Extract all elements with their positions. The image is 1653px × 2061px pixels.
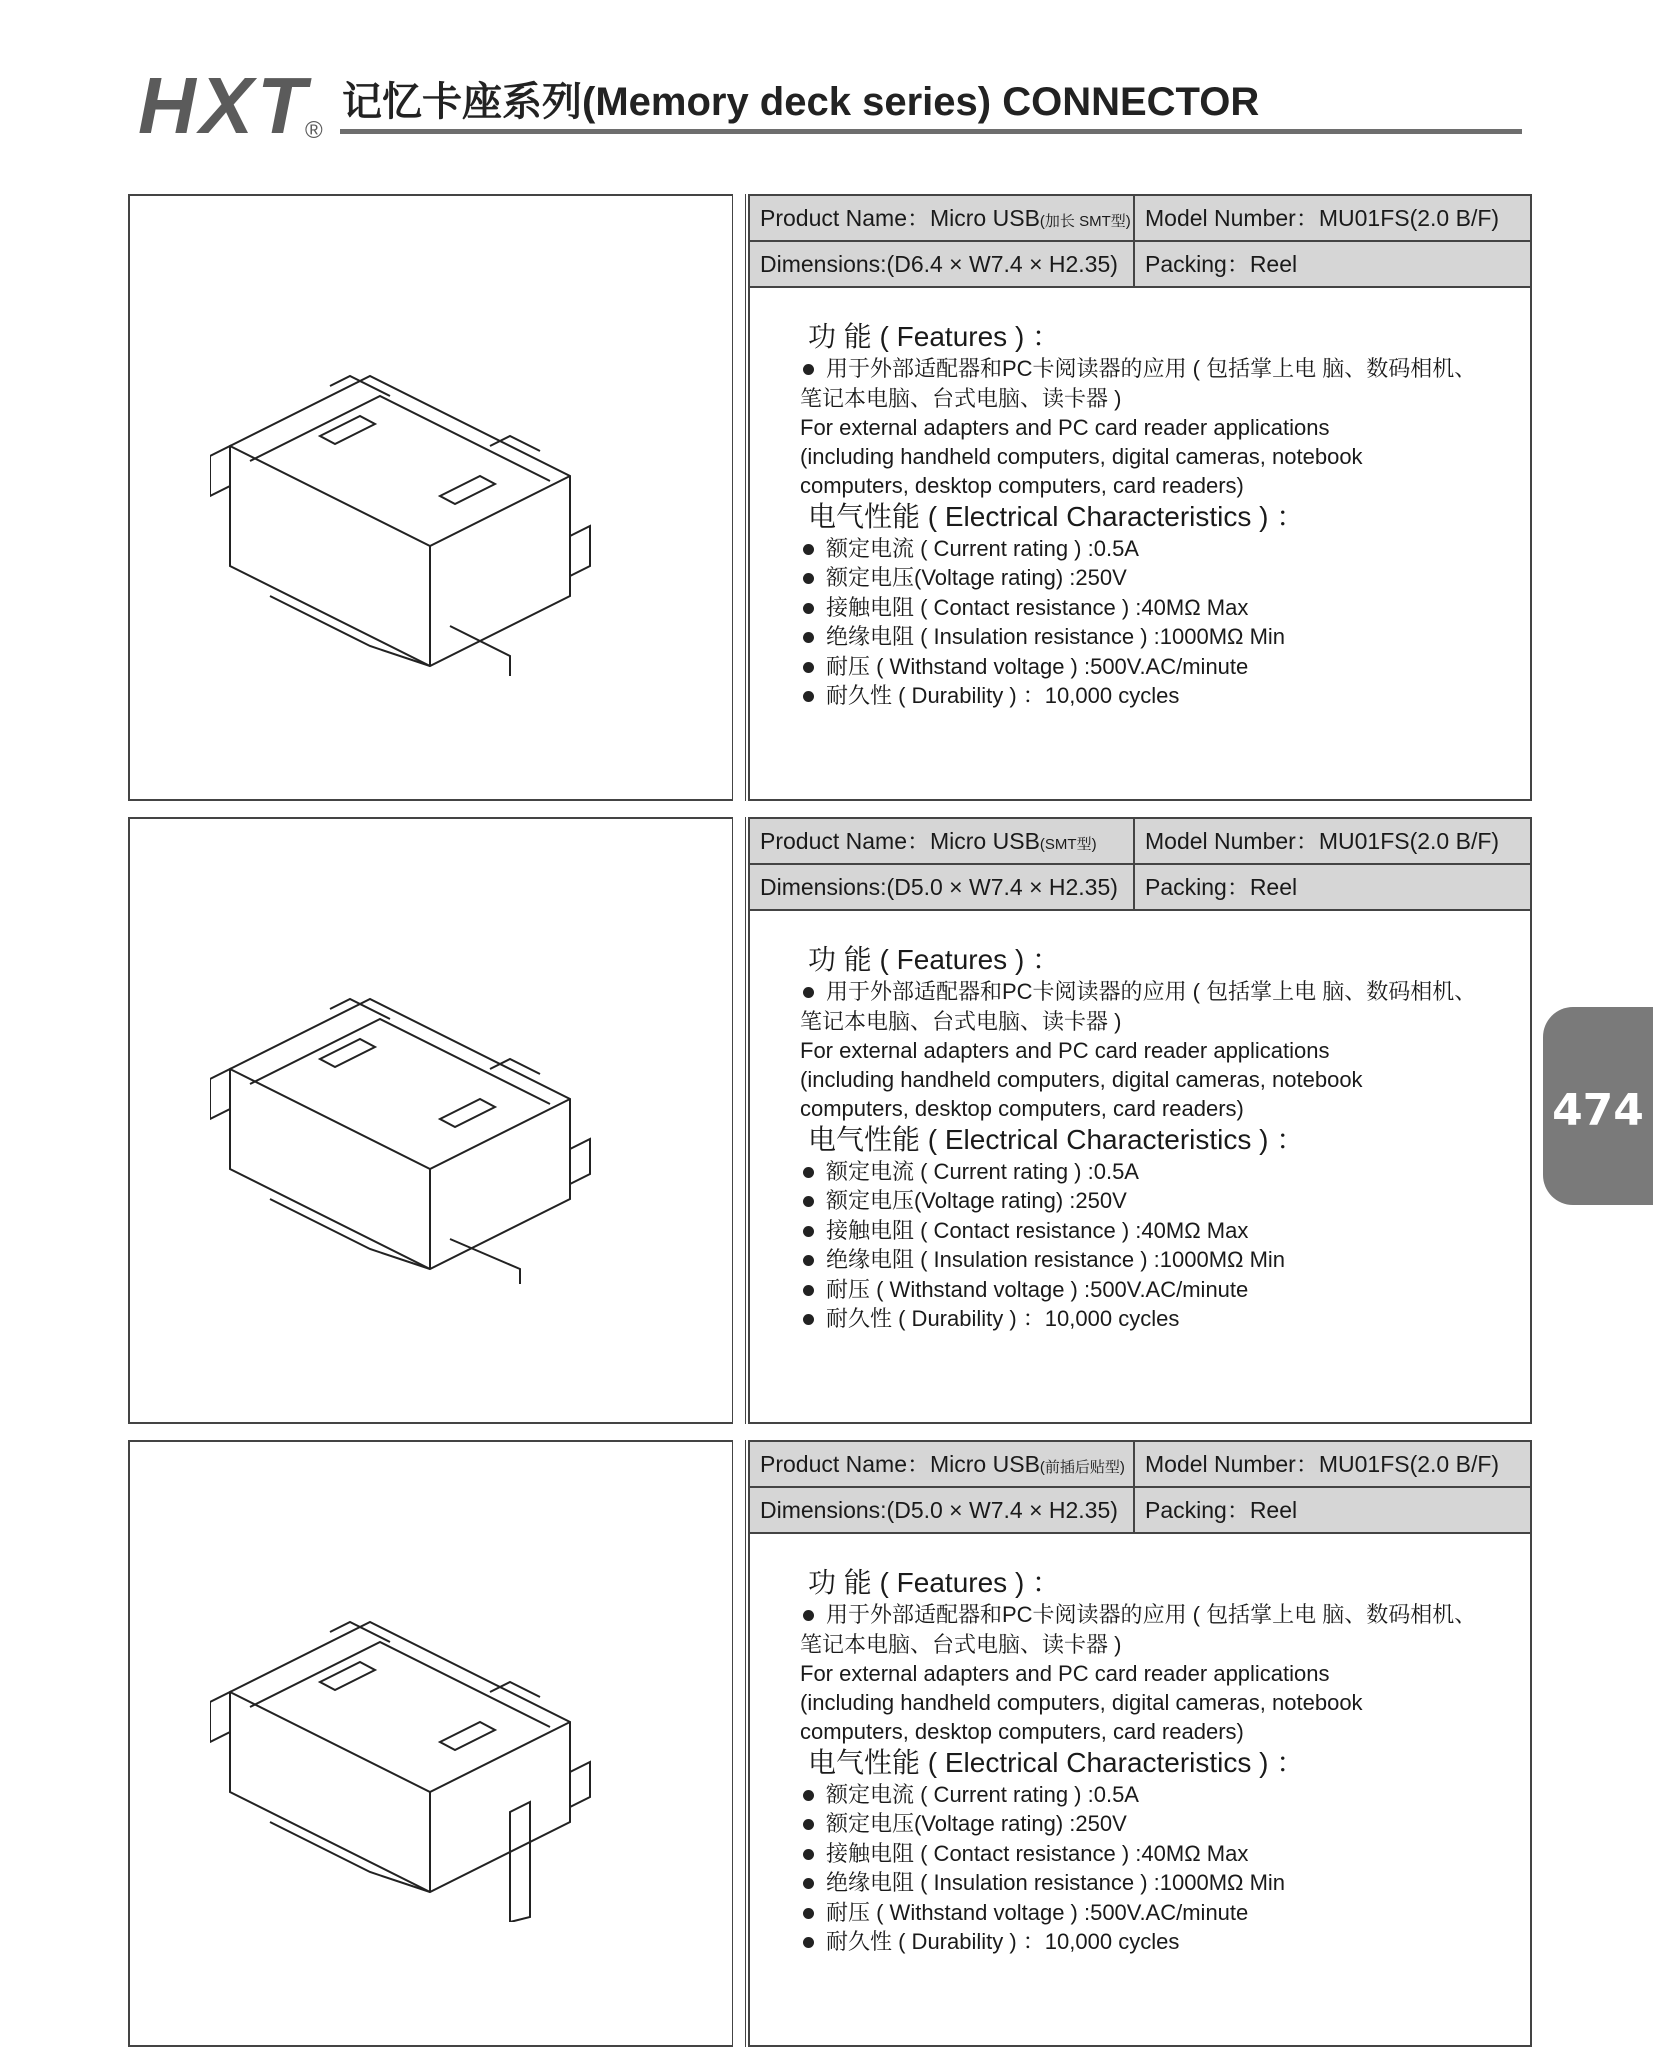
spec-row-name: [750, 1442, 1530, 1488]
column-separator: [732, 817, 746, 1424]
product-image-cell: [128, 1440, 735, 2047]
product-description: [800, 320, 1520, 711]
connector-drawing: [210, 336, 670, 676]
product-block: [128, 194, 1530, 799]
packing: Packing：Reel: [1145, 1497, 1298, 1523]
features-en-line: For external adapters and PC card reader applications: [800, 1660, 1330, 1686]
electrical-title: 电气性能 ( Electrical Characteristics ) ：: [808, 1746, 1305, 1778]
features-cn-line: 笔记本电脑、台式电脑、读卡器 ): [800, 1008, 1122, 1034]
dimensions: Dimensions:(D5.0 × W7.4 × H2.35): [750, 1488, 1135, 1532]
model-number: Model Number：MU01FS(2.0 B/F): [1145, 828, 1500, 854]
spec-table: [750, 196, 1530, 288]
spec-withstand-voltage: 耐压 ( Withstand voltage ) :500V.AC/minute: [800, 1898, 1520, 1928]
spec-row-name: [750, 819, 1530, 865]
spec-row-name: [750, 196, 1530, 242]
features-en-line: (including handheld computers, digital cameras, notebook: [800, 1689, 1363, 1715]
spec-current: 额定电流 ( Current rating ) :0.5A: [800, 1157, 1520, 1187]
electrical-title: 电气性能 ( Electrical Characteristics ) ：: [808, 1123, 1305, 1155]
spec-row-dimensions: [750, 242, 1530, 288]
connector-drawing: [210, 959, 670, 1299]
features-en-line: (including handheld computers, digital cameras, notebook: [800, 1066, 1363, 1092]
spec-table: [750, 819, 1530, 911]
product-description: [800, 1566, 1520, 1957]
electrical-title: 电气性能 ( Electrical Characteristics ) ：: [808, 500, 1305, 532]
page-number: 474: [1552, 1085, 1644, 1136]
features-title: 功 能 ( Features ) ：: [808, 944, 1061, 975]
product-info-cell: [748, 817, 1532, 1424]
product-name: Product Name：Micro USB(加长 SMT型): [750, 196, 1135, 240]
features-en-line: (including handheld computers, digital cameras, notebook: [800, 443, 1363, 469]
header-rule: [340, 129, 1522, 134]
features-cn-line: 笔记本电脑、台式电脑、读卡器 ): [800, 385, 1122, 411]
product-info-cell: [748, 194, 1532, 801]
spec-voltage: 额定电压(Voltage rating) :250V: [800, 1186, 1520, 1216]
features-cn-line: 笔记本电脑、台式电脑、读卡器 ): [800, 1631, 1122, 1657]
packing: Packing：Reel: [1145, 251, 1298, 277]
spec-current: 额定电流 ( Current rating ) :0.5A: [800, 534, 1520, 564]
spec-withstand-voltage: 耐压 ( Withstand voltage ) :500V.AC/minute: [800, 652, 1520, 682]
spec-durability: 耐久性 ( Durability ) ：10,000 cycles: [800, 681, 1520, 711]
spec-insulation-resistance: 绝缘电阻 ( Insulation resistance ) :1000MΩ Min: [800, 622, 1520, 652]
spec-row-dimensions: [750, 865, 1530, 911]
product-name: Product Name：Micro USB(SMT型): [750, 819, 1135, 863]
product-block: [128, 817, 1530, 1422]
spec-current: 额定电流 ( Current rating ) :0.5A: [800, 1780, 1520, 1810]
features-cn-line: 用于外部适配器和PC卡阅读器的应用 ( 包括掌上电 脑、数码相机、: [800, 977, 1520, 1007]
spec-table: [750, 1442, 1530, 1534]
spec-contact-resistance: 接触电阻 ( Contact resistance ) :40MΩ Max: [800, 1839, 1520, 1869]
brand-logo: HXT: [138, 61, 310, 150]
connector-drawing: [210, 1582, 670, 1922]
spec-contact-resistance: 接触电阻 ( Contact resistance ) :40MΩ Max: [800, 1216, 1520, 1246]
spec-voltage: 额定电压(Voltage rating) :250V: [800, 563, 1520, 593]
model-number: Model Number：MU01FS(2.0 B/F): [1145, 205, 1500, 231]
packing: Packing：Reel: [1145, 874, 1298, 900]
features-cn-line: 用于外部适配器和PC卡阅读器的应用 ( 包括掌上电 脑、数码相机、: [800, 354, 1520, 384]
spec-insulation-resistance: 绝缘电阻 ( Insulation resistance ) :1000MΩ Min: [800, 1245, 1520, 1275]
dimensions: Dimensions:(D6.4 × W7.4 × H2.35): [750, 242, 1135, 286]
product-name: Product Name：Micro USB(前插后贴型): [750, 1442, 1135, 1486]
product-info-cell: [748, 1440, 1532, 2047]
page-title: 记忆卡座系列(Memory deck series) CONNECTOR: [342, 80, 1260, 124]
features-en-line: For external adapters and PC card reader applications: [800, 1037, 1330, 1063]
features-en-line: computers, desktop computers, card readers): [800, 472, 1244, 498]
spec-durability: 耐久性 ( Durability ) ：10,000 cycles: [800, 1304, 1520, 1334]
features-title: 功 能 ( Features ) ：: [808, 1567, 1061, 1598]
model-number: Model Number：MU01FS(2.0 B/F): [1145, 1451, 1500, 1477]
product-image-cell: [128, 817, 735, 1424]
spec-row-dimensions: [750, 1488, 1530, 1534]
features-cn-line: 用于外部适配器和PC卡阅读器的应用 ( 包括掌上电 脑、数码相机、: [800, 1600, 1520, 1630]
product-block: [128, 1440, 1530, 2045]
features-en-line: computers, desktop computers, card readers): [800, 1095, 1244, 1121]
registered-mark: ®: [305, 117, 323, 144]
product-description: [800, 943, 1520, 1334]
features-title: 功 能 ( Features ) ：: [808, 321, 1061, 352]
column-separator: [732, 194, 746, 801]
features-en-line: computers, desktop computers, card readers): [800, 1718, 1244, 1744]
spec-voltage: 额定电压(Voltage rating) :250V: [800, 1809, 1520, 1839]
spec-contact-resistance: 接触电阻 ( Contact resistance ) :40MΩ Max: [800, 593, 1520, 623]
spec-durability: 耐久性 ( Durability ) ：10,000 cycles: [800, 1927, 1520, 1957]
column-separator: [732, 1440, 746, 2047]
product-image-cell: [128, 194, 735, 801]
page-number-tab: [1543, 1007, 1653, 1205]
spec-withstand-voltage: 耐压 ( Withstand voltage ) :500V.AC/minute: [800, 1275, 1520, 1305]
dimensions: Dimensions:(D5.0 × W7.4 × H2.35): [750, 865, 1135, 909]
features-en-line: For external adapters and PC card reader applications: [800, 414, 1330, 440]
spec-insulation-resistance: 绝缘电阻 ( Insulation resistance ) :1000MΩ Min: [800, 1868, 1520, 1898]
